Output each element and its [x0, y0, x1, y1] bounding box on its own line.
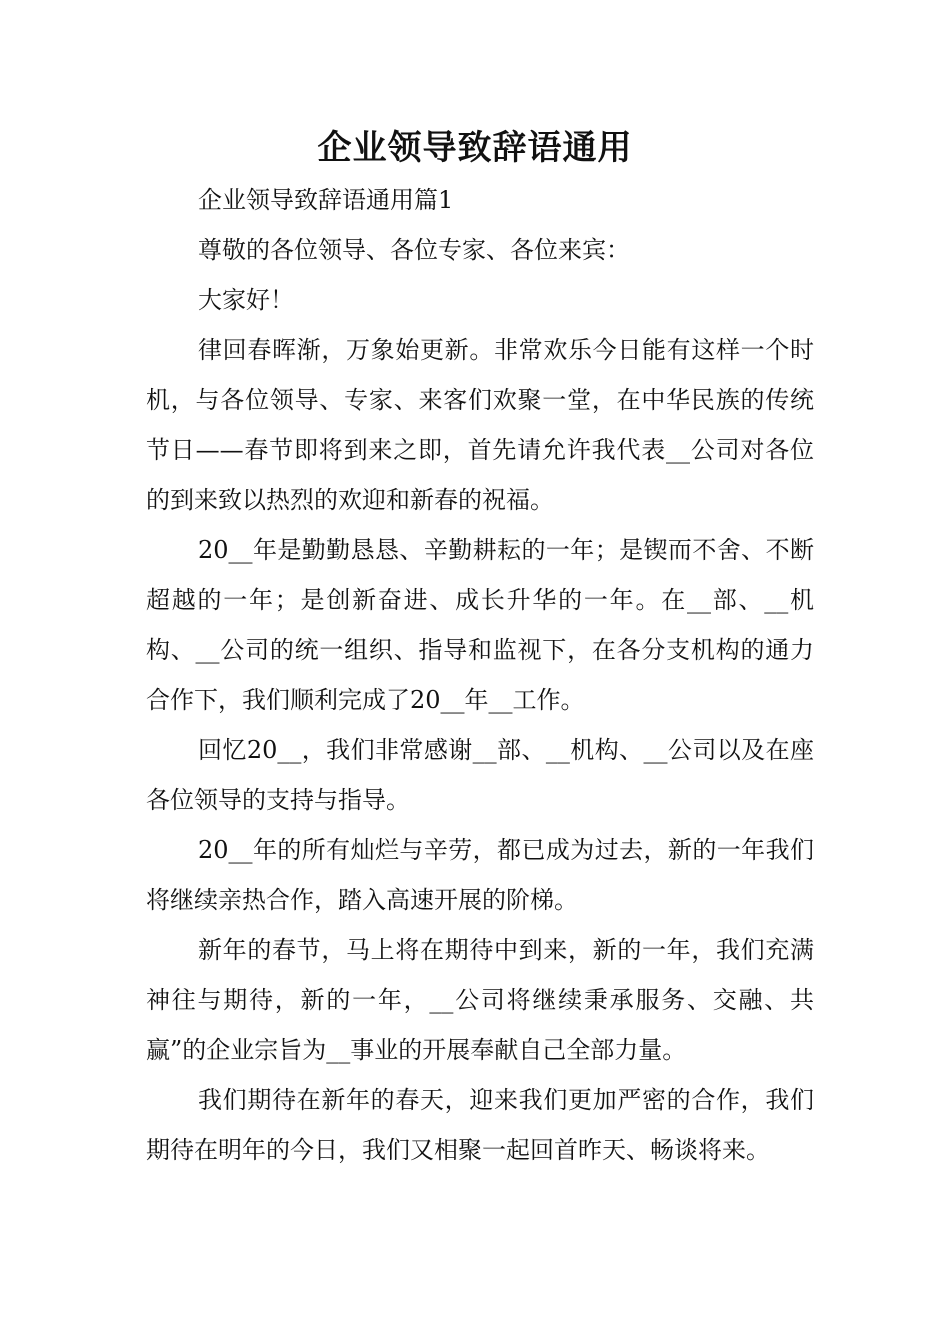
document-body [146, 175, 814, 1175]
paragraph: 律回春晖渐，万象始更新。非常欢乐今日能有这样一个时机，与各位领导、专家、来客们欢聚一堂，在中华民族的传统节日——春节即将到来之即，首先请允许我代表__公司对各位的到来致以热烈的欢迎和新春的祝福。 [146, 336, 814, 514]
paragraph: 我们期待在新年的春天，迎来我们更加严密的合作，我们期待在明年的今日，我们又相聚一起回首昨天、畅谈将来。 [146, 1086, 814, 1164]
salutation: 尊敬的各位领导、各位专家、各位来宾： [198, 236, 630, 264]
paragraph: 20__年是勤勤恳恳、辛勤耕耘的一年；是锲而不舍、不断超越的一年；是创新奋进、成长升华的一年。在__部、__机构、__公司的统一组织、指导和监视下，在各分支机构的通力合作下，我们顺利完成了20__年__工作。 [146, 536, 814, 714]
document-title: 企业领导致辞语通用 [317, 128, 633, 168]
paragraph: 回忆20__，我们非常感谢__部、__机构、__公司以及在座各位领导的支持与指导。 [146, 736, 814, 814]
greeting: 大家好！ [198, 286, 294, 314]
paragraph: 新年的春节，马上将在期待中到来，新的一年，我们充满神往与期待，新的一年，__公司将继续秉承服务、交融、共赢”的企业宗旨为__事业的开展奉献自己全部力量。 [146, 936, 814, 1064]
section-heading: 企业领导致辞语通用篇1 [198, 186, 454, 214]
paragraph: 20__年的所有灿烂与辛劳，都已成为过去，新的一年我们将继续亲热合作，踏入高速开展的阶梯。 [146, 836, 814, 914]
